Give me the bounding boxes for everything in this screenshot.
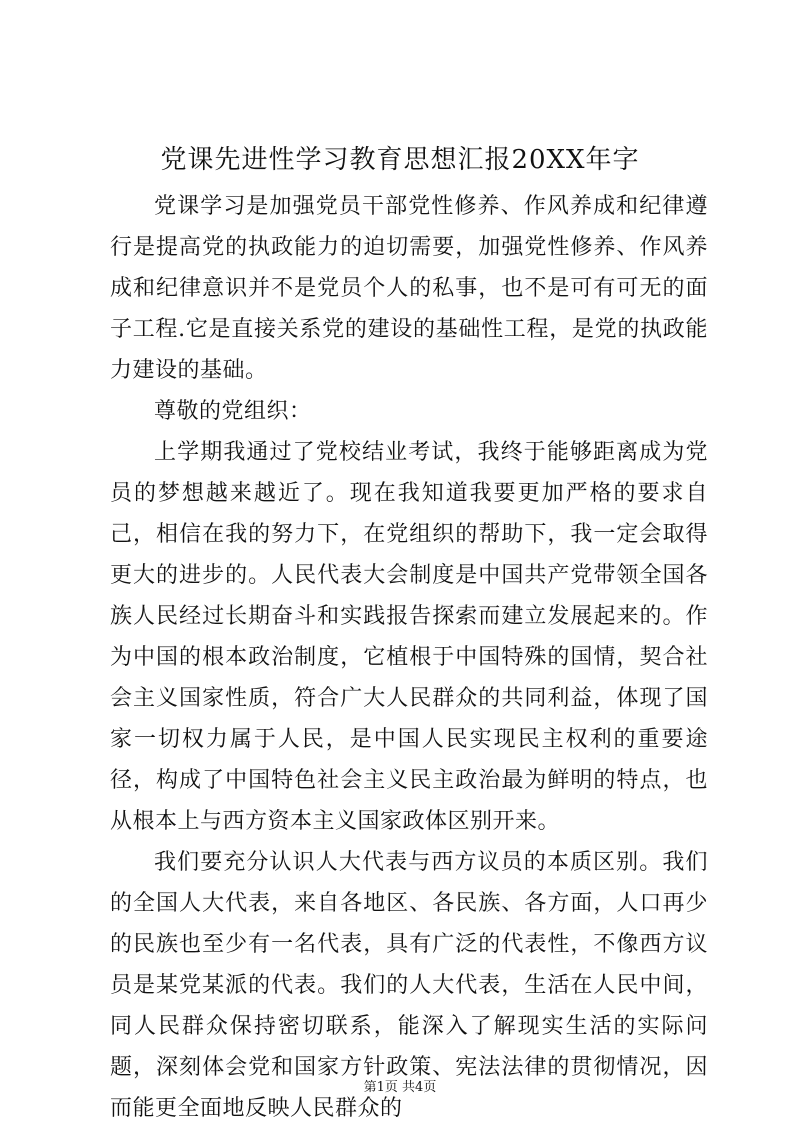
paragraph-intro: 党课学习是加强党员干部党性修养、作风养成和纪律遵行是提高党的执政能力的迫切需要，加强党性修养、作风养成和纪律意识并不是党员个人的私事，也不是可有可无的面子工程.它是直接关系党的建设的基础性工程，是党的执政能力建设的基础。 [110,194,708,383]
paragraph-continuation: 我们要充分认识人大代表与西方议员的本质区别。我们的全国人大代表，来自各地区、各民族、各方面，人口再少的民族也至少有一名代表，具有广泛的代表性，不像西方议员是某党某派的代表。我们的人大代表，生活在人民中间，同人民群众保持密切联系，能深入了解现实生活的实际问题，深刻体会党和国家方针政策、宪法法律的贯彻情况，因而能更全面地反映人民群众的 [110,850,708,1121]
document-title: 党课先进性学习教育思想汇报20XX年字 [160,145,640,175]
paragraph-salutation: 尊敬的党组织： [154,399,312,424]
document-body [110,186,708,1129]
paragraph-main: 上学期我通过了党校结业考试，我终于能够距离成为党员的梦想越来越近了。现在我知道我要更加严格的要求自己，相信在我的努力下，在党组织的帮助下，我一定会取得更大的进步的。人民代表大会制度是中国共产党带领全国各族人民经过长期奋斗和实践报告探索而建立发展起来的。作为中国的根本政治制度，它植根于中国特殊的国情，契合社会主义国家性质，符合广大人民群众的共同利益，体现了国家一切权力属于人民，是中国人民实现民主权利的重要途径，构成了中国特色社会主义民主政治最为鲜明的特点，也从根本上与西方资本主义国家政体区别开来。 [110,440,708,834]
page-number-footer: 第1页 共4页 [363,1080,437,1095]
